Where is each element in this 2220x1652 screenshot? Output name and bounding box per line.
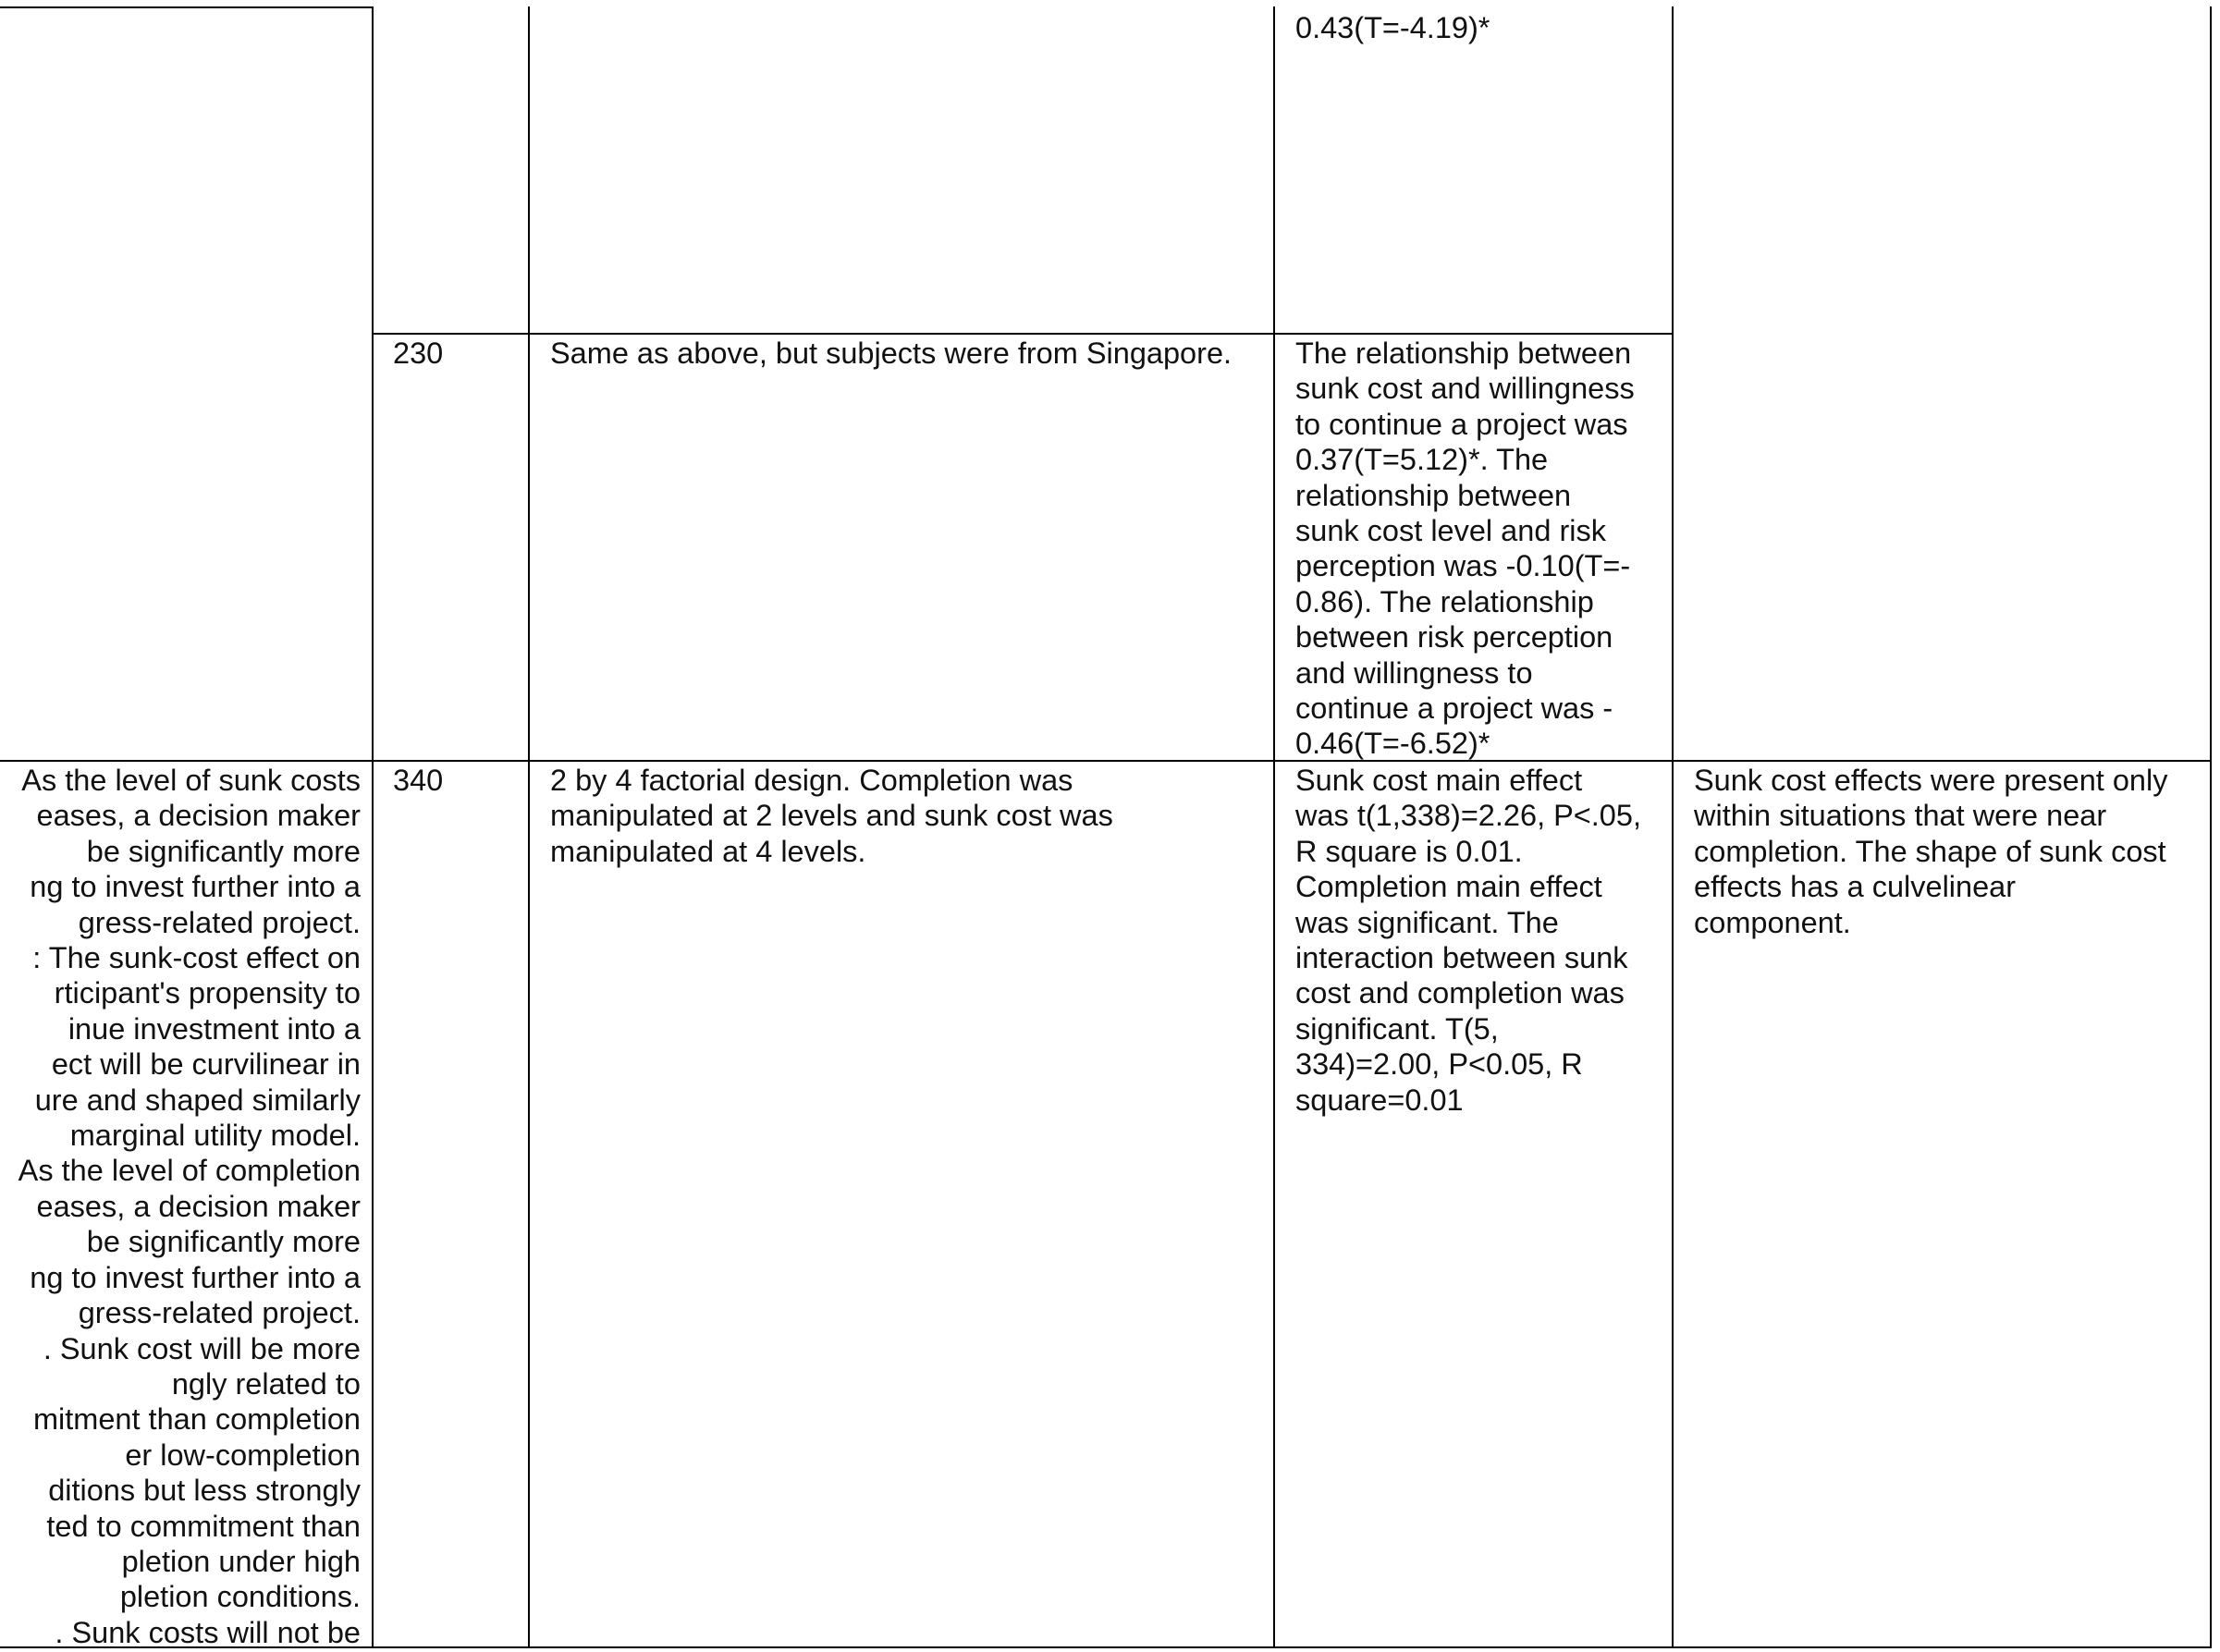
hypothesis-text-line: pletion conditions. xyxy=(119,1580,361,1614)
hypothesis-text-line: ngly related to xyxy=(171,1366,361,1401)
hypothesis-text-line: ted to commitment than xyxy=(46,1509,361,1543)
column-divider-1 xyxy=(372,6,374,1648)
result-text-line: 0.46(T=-6.52)* xyxy=(1295,727,1490,761)
result-text-line: 334)=2.00, P<0.05, R xyxy=(1295,1047,1583,1082)
design-text-line: manipulated at 2 levels and sunk cost was xyxy=(550,799,1113,833)
column-divider-3 xyxy=(1273,6,1275,1648)
hypothesis-text-line: be significantly more xyxy=(86,834,361,868)
result-text-line: R square is 0.01. xyxy=(1295,834,1523,868)
result-text-line: between risk perception xyxy=(1295,620,1613,655)
hypothesis-text-line: ect will be curvilinear in xyxy=(51,1047,361,1082)
hypothesis-text-line: gress-related project. xyxy=(78,905,361,939)
conclusion-text-line: Sunk cost effects were present only xyxy=(1694,764,2168,797)
design-text-line: 2 by 4 factorial design. Completion was xyxy=(550,764,1073,797)
result-text-line: was significant. The xyxy=(1295,905,1559,939)
conclusion-text-line: effects has a culvelinear xyxy=(1694,870,2017,904)
result-text-line: was t(1,338)=2.26, P<.05, xyxy=(1295,799,1641,833)
table-cell-result-340 xyxy=(1295,763,1641,1118)
hypothesis-text-line: ng to invest further into a xyxy=(30,870,361,904)
hypothesis-text-line: : The sunk-cost effect on xyxy=(32,941,361,975)
table-cell-sample-size-230 xyxy=(393,336,443,371)
column-divider-2 xyxy=(528,6,530,1648)
result-text-line: cost and completion was xyxy=(1295,976,1625,1010)
result-text-line: sunk cost and willingness xyxy=(1295,372,1635,406)
conclusion-text-line: component. xyxy=(1694,905,1851,939)
hypothesis-text-line: pletion under high xyxy=(121,1544,361,1578)
hypothesis-text-line: ng to invest further into a xyxy=(30,1260,361,1294)
design-text: Same as above, but subjects were from Singapore. xyxy=(550,337,1233,370)
hypothesis-text-line: marginal utility model. xyxy=(69,1119,361,1153)
conclusion-text-line: within situations that were near xyxy=(1694,799,2107,833)
table-cell-sample-size-340 xyxy=(393,763,443,798)
table-cell-design-340 xyxy=(550,763,1113,869)
result-text-line: 0.37(T=5.12)*. The xyxy=(1295,443,1549,477)
result-text-line: relationship between xyxy=(1295,478,1572,512)
table-cell-result-continued xyxy=(1295,10,1490,45)
hypothesis-text-line: As the level of completion xyxy=(18,1154,361,1188)
result-text-line: 0.43(T=-4.19)* xyxy=(1295,11,1490,44)
row-divider-230 xyxy=(372,333,1674,335)
hypotheses-column-clip xyxy=(0,0,372,1652)
result-text-line: 0.86). The relationship xyxy=(1295,584,1594,618)
hypothesis-text-line: eases, a decision maker xyxy=(36,1189,361,1223)
hypothesis-text-line: rticipant's propensity to xyxy=(54,976,361,1010)
result-text-line: sunk cost level and risk xyxy=(1295,514,1606,548)
result-text-line: square=0.01 xyxy=(1295,1083,1464,1117)
result-text-line: continue a project was - xyxy=(1295,691,1613,726)
table-border-right xyxy=(2210,6,2212,1648)
hypothesis-text-line: . Sunk cost will be more xyxy=(43,1331,361,1365)
hypothesis-text-line: mitment than completion xyxy=(32,1402,361,1437)
hypothesis-text-line: eases, a decision maker xyxy=(36,799,361,833)
hypothesis-text-line: As the level of sunk costs xyxy=(21,764,361,797)
result-text-line: perception was -0.10(T=- xyxy=(1295,549,1631,583)
hypothesis-text-line: ure and shaped similarly xyxy=(34,1083,361,1117)
table-cell-result-230 xyxy=(1295,336,1635,762)
result-text-line: Sunk cost main effect xyxy=(1295,764,1583,797)
result-text-line: Completion main effect xyxy=(1295,870,1602,904)
table-cell-conclusion-340 xyxy=(1694,763,2167,940)
table-cell-hypotheses-340 xyxy=(18,763,361,1650)
sample-size-value: 230 xyxy=(393,337,444,370)
result-text-line: The relationship between xyxy=(1295,337,1632,370)
result-text-line: significant. T(5, xyxy=(1295,1011,1499,1046)
hypothesis-text-line: . Sunk costs will not be xyxy=(55,1615,361,1649)
table-cell-design-230 xyxy=(550,336,1232,371)
result-text-line: and willingness to xyxy=(1295,655,1533,690)
hypothesis-text-line: er low-completion xyxy=(125,1438,361,1472)
hypothesis-text-line: ditions but less strongly xyxy=(48,1474,361,1508)
result-text-line: to continue a project was xyxy=(1295,407,1628,441)
design-text-line: manipulated at 4 levels. xyxy=(550,834,866,868)
hypothesis-text-line: be significantly more xyxy=(86,1225,361,1259)
conclusion-text-line: completion. The shape of sunk cost xyxy=(1694,834,2166,868)
hypothesis-text-line: gress-related project. xyxy=(78,1296,361,1330)
column-divider-4 xyxy=(1672,6,1674,1648)
result-text-line: interaction between sunk xyxy=(1295,941,1628,975)
sample-size-value: 340 xyxy=(393,764,444,797)
hypothesis-text-line: inue investment into a xyxy=(67,1011,361,1046)
